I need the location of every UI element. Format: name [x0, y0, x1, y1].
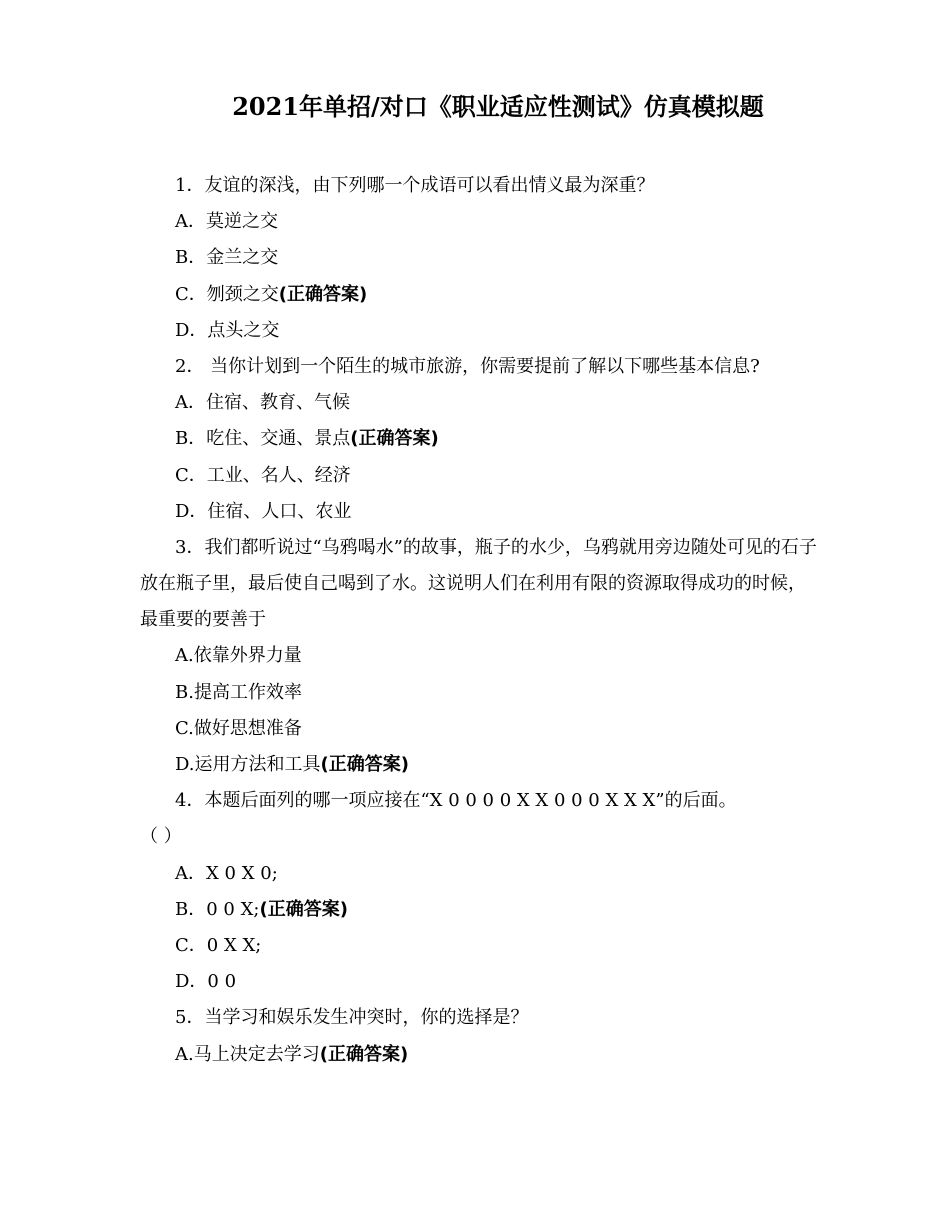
option-text: A.马上决定去学习	[175, 1043, 320, 1065]
question-2-option-c: C．工业、名人、经济	[175, 464, 351, 486]
question-3-stem: 3．我们都听说过“乌鸦喝水”的故事，瓶子的水少，乌鸦就用旁边随处可见的石子放在瓶子里，最后使自己喝到了水。这说明人们在利用有限的资源取得成功的时候，最重要的要善于	[140, 536, 817, 631]
option-text: C．刎颈之交	[175, 283, 279, 305]
question-4-option-a: A．X 0 X 0;	[175, 862, 278, 884]
question-2-stem: 2． 当你计划到一个陌生的城市旅游，你需要提前了解以下哪些基本信息?	[175, 355, 760, 377]
option-text: D.运用方法和工具	[175, 754, 321, 776]
question-3-option-b: B.提高工作效率	[175, 681, 302, 703]
question-4-option-b	[140, 892, 820, 928]
option-text: B．吃住、交通、景点	[175, 428, 351, 450]
question-1-option-d: D．点头之交	[175, 319, 280, 341]
question-4-option-c: C．0 X X;	[175, 934, 262, 956]
question-2-option-a: A．住宿、教育、气候	[175, 392, 350, 414]
question-3-option-d	[140, 747, 820, 783]
question-1-option-b: B．金兰之交	[175, 247, 279, 269]
correct-answer-marker: (正确答案)	[320, 754, 409, 776]
question-4-stem: 4．本题后面列的哪一项应接在“X 0 0 0 0 X X 0 0 0 X X X”的后面。	[175, 790, 737, 812]
correct-answer-marker: (正确答案)	[319, 1043, 409, 1065]
option-text: B．0 0 X;	[175, 898, 260, 920]
question-4-option-d: D．0 0	[175, 971, 237, 993]
correct-answer-marker: (正确答案)	[278, 283, 368, 305]
question-3-option-c: C.做好思想准备	[175, 717, 302, 739]
question-1-stem: 1．友谊的深浅，由下列哪一个成语可以看出情义最为深重？	[175, 175, 655, 196]
question-5-stem: 5．当学习和娱乐发生冲突时，你的选择是？	[175, 1007, 529, 1029]
document-body	[140, 168, 820, 1073]
question-3-option-a: A.依靠外界力量	[175, 645, 302, 667]
correct-answer-marker: (正确答案)	[259, 898, 348, 920]
question-2-option-b	[140, 421, 820, 457]
question-2-option-d: D．住宿、人口、农业	[175, 500, 352, 522]
page-title: 2021年单招/对口《职业适应性测试》仿真模拟题	[232, 92, 764, 121]
question-1-option-c	[140, 277, 820, 313]
question-4-answer-paren: （ ）	[140, 826, 182, 848]
question-1-option-a: A．莫逆之交	[175, 211, 278, 233]
correct-answer-marker: (正确答案)	[350, 428, 439, 450]
question-5-option-a	[140, 1037, 820, 1073]
